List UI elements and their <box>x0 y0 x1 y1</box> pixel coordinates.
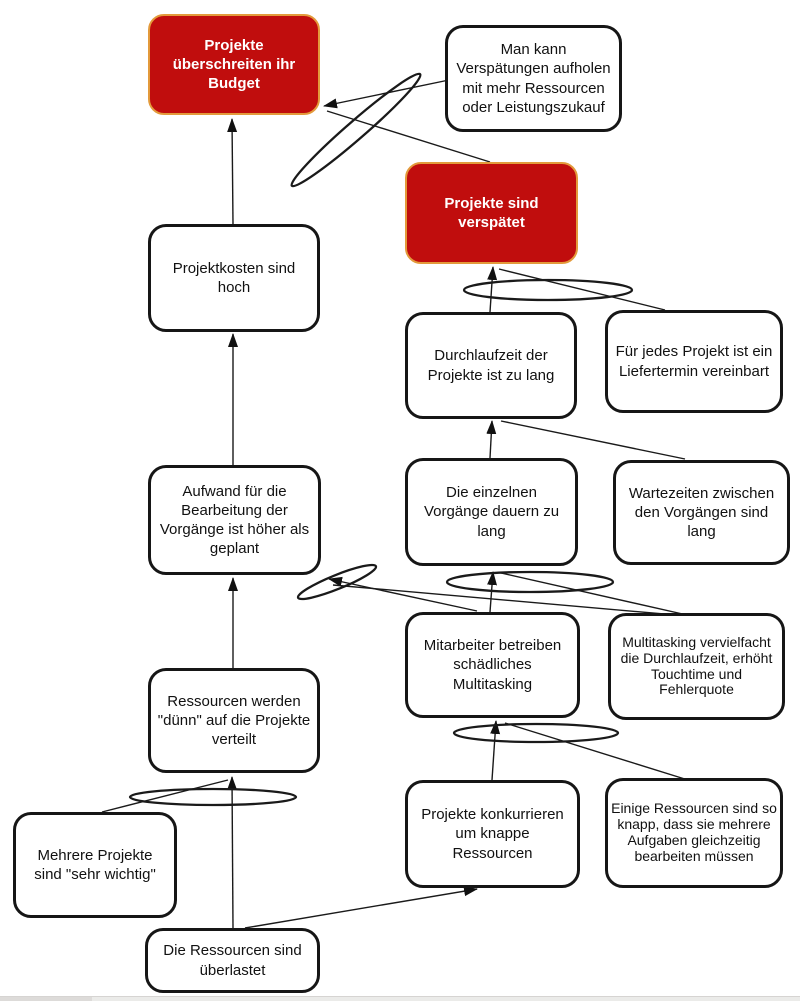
node-einige: Einige Ressourcen sind so knapp, dass sie mehrere Aufgaben gleichzeitig bearbeiten müssen <box>605 778 783 888</box>
node-einzelne: Die einzelnen Vorgänge dauern zu lang <box>405 458 578 566</box>
node-aufwand: Aufwand für die Bearbeitung der Vorgänge ist höher als geplant <box>148 465 321 575</box>
node-projektkosten: Projektkosten sind hoch <box>148 224 320 332</box>
node-mitarbeiter: Mitarbeiter betreiben schädliches Multitasking <box>405 612 580 718</box>
node-liefertermin: Für jedes Projekt ist ein Liefertermin vereinbart <box>605 310 783 413</box>
node-ressduenn: Ressourcen werden "dünn" auf die Projekte verteilt <box>148 668 320 773</box>
node-wartezeiten: Wartezeiten zwischen den Vorgängen sind lang <box>613 460 790 565</box>
node-budget: Projekte überschreiten ihr Budget <box>148 14 320 115</box>
node-konkurrieren: Projekte konkurrieren um knappe Ressourcen <box>405 780 580 888</box>
node-mehrere: Mehrere Projekte sind "sehr wichtig" <box>13 812 177 918</box>
node-verspaetet: Projekte sind verspätet <box>405 162 578 264</box>
horizontal-scrollbar-thumb[interactable] <box>0 997 92 1001</box>
node-mankann: Man kann Verspätungen aufholen mit mehr Ressourcen oder Leistungszukauf <box>445 25 622 132</box>
node-durchlaufzeit: Durchlaufzeit der Projekte ist zu lang <box>405 312 577 419</box>
node-multitasking: Multitasking vervielfacht die Durchlaufzeit, erhöht Touchtime und Fehlerquote <box>608 613 785 720</box>
node-ueberlastet: Die Ressourcen sind überlastet <box>145 928 320 993</box>
horizontal-scrollbar-track[interactable] <box>0 996 800 1001</box>
